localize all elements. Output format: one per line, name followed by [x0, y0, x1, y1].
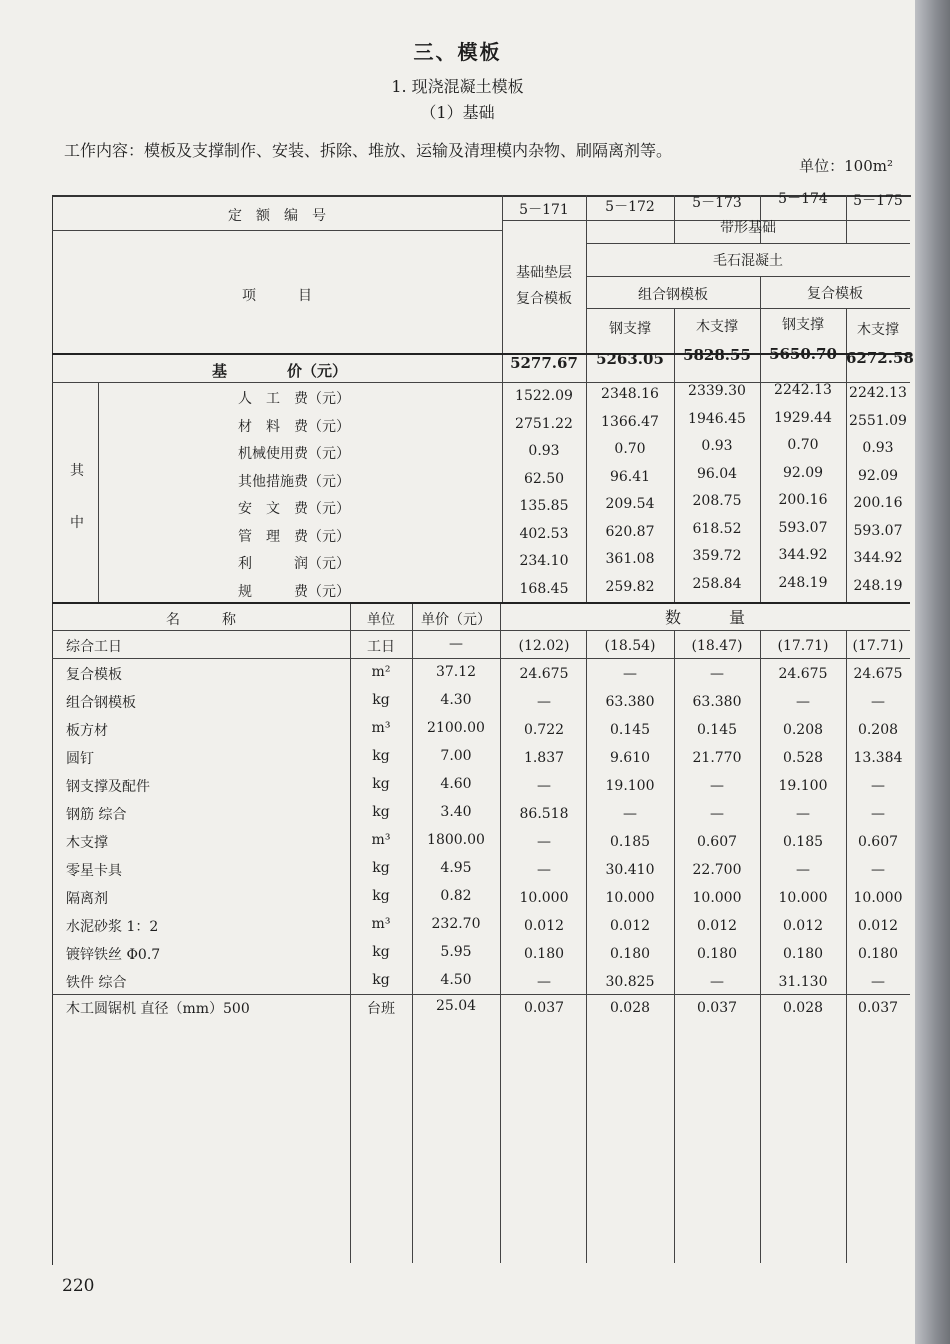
grid-line	[586, 243, 910, 244]
breakdown-value: 620.87	[605, 523, 655, 540]
resource-unit: kg	[372, 748, 390, 764]
resource-quantity: 63.380	[605, 694, 655, 710]
breakdown-value: 200.16	[778, 492, 828, 508]
breakdown-row-label: 材 料 费（元）	[238, 418, 350, 435]
breakdown-value: 168.45	[519, 580, 569, 597]
resource-quantity: 86.518	[519, 806, 569, 822]
breakdown-value: 248.19	[853, 577, 903, 594]
resource-quantity: —	[710, 974, 724, 990]
resource-name: 综合工日	[66, 639, 122, 655]
breakdown-row-label: 人 工 费（元）	[238, 391, 350, 407]
resource-quantity: —	[623, 666, 637, 682]
breakdown-value: 209.54	[605, 496, 655, 512]
breakdown-value: 2348.16	[601, 386, 659, 402]
breakdown-value: 135.85	[519, 498, 569, 514]
resource-quantity: —	[871, 974, 885, 990]
breakdown-value: 359.72	[692, 548, 742, 564]
col-name-header: 名 称	[166, 612, 236, 628]
sub-col-steel-support: 钢支撑	[609, 321, 651, 337]
resource-unit: kg	[372, 692, 390, 708]
group-rubble-concrete: 毛石混凝土	[713, 253, 783, 269]
resource-name: 木工圆锯机 直径（mm）500	[66, 1001, 250, 1017]
resource-quantity: (17.71)	[852, 638, 904, 654]
resource-name: 水泥砂浆 1：2	[66, 919, 159, 935]
resource-quantity: 0.722	[523, 722, 565, 738]
resource-quantity: 0.012	[523, 918, 565, 934]
breakdown-label-1: 其	[70, 463, 84, 479]
resource-quantity: 0.180	[523, 946, 565, 962]
resource-quantity: —	[537, 862, 551, 878]
grid-line	[52, 658, 910, 659]
resource-price: 37.12	[435, 664, 477, 680]
resource-unit: 台班	[367, 1001, 395, 1017]
resource-quantity: 0.012	[857, 918, 899, 934]
resource-price: 4.60	[440, 776, 472, 792]
resource-quantity: 0.208	[782, 722, 824, 738]
resource-unit: m²	[371, 664, 391, 680]
resource-price: 4.30	[440, 692, 472, 708]
resource-quantity: 0.208	[857, 722, 899, 738]
resource-quantity: 0.180	[609, 946, 651, 962]
breakdown-value: 248.19	[778, 574, 828, 591]
breakdown-value: 1522.09	[515, 388, 573, 404]
resource-quantity: 0.185	[782, 834, 824, 850]
col1-title-line1: 基础垫层	[516, 265, 572, 281]
resource-quantity: 22.700	[692, 862, 742, 878]
resource-price: 3.40	[440, 804, 472, 820]
grid-line	[52, 602, 910, 604]
sub-col-steel-support: 钢支撑	[782, 317, 824, 333]
code-cell: 5－173	[692, 195, 742, 211]
resource-quantity: 0.607	[857, 834, 899, 850]
resource-unit: kg	[372, 776, 390, 792]
resource-name: 圆钉	[66, 751, 94, 767]
resource-price: 2100.00	[427, 720, 485, 736]
code-cell: 5－174	[778, 191, 828, 207]
breakdown-value: 0.70	[614, 441, 646, 457]
resource-price: —	[449, 636, 463, 652]
resource-quantity: (12.02)	[518, 638, 570, 654]
resource-quantity: (17.71)	[777, 638, 829, 654]
resource-name: 钢筋 综合	[66, 807, 127, 823]
group-strip-foundation: 带形基础	[720, 220, 776, 236]
work-content: 工作内容：模板及支撑制作、安装、拆除、堆放、运输及清理模内杂物、刷隔离剂等。	[64, 141, 673, 160]
breakdown-value: 402.53	[519, 525, 569, 542]
sub-col-wood-support: 木支撑	[857, 322, 899, 338]
code-cell: 5－171	[519, 202, 569, 218]
breakdown-value: 0.93	[701, 438, 733, 454]
resource-quantity: (18.47)	[691, 638, 743, 654]
breakdown-value: 0.93	[528, 443, 560, 459]
code-cell: 5－172	[605, 199, 655, 215]
grid-line	[52, 230, 502, 231]
col-price-header: 单价（元）	[421, 612, 491, 628]
resource-quantity: 0.028	[782, 1000, 824, 1016]
breakdown-value: 344.92	[778, 547, 828, 563]
resource-quantity: 31.130	[778, 974, 828, 990]
breakdown-value: 259.82	[605, 578, 655, 595]
resource-quantity: 13.384	[853, 750, 903, 766]
resource-quantity: —	[796, 862, 810, 878]
resource-unit: m³	[371, 720, 391, 736]
breakdown-value: 593.07	[778, 519, 828, 536]
resource-quantity: 0.012	[696, 918, 738, 934]
breakdown-label-2: 中	[70, 515, 84, 531]
resource-price: 4.50	[440, 972, 472, 988]
resource-quantity: —	[871, 694, 885, 710]
resource-name: 隔离剂	[66, 891, 108, 907]
breakdown-row-label: 机械使用费（元）	[238, 446, 350, 462]
grid-line	[52, 994, 910, 995]
resource-quantity: 0.180	[782, 946, 824, 962]
breakdown-value: 96.04	[696, 465, 738, 482]
resource-quantity: 19.100	[778, 778, 828, 794]
resource-unit: m³	[371, 916, 391, 932]
base-price-label: 基 价（元）	[212, 362, 348, 380]
resource-quantity: 0.180	[857, 946, 899, 962]
breakdown-value: 344.92	[853, 550, 903, 566]
resource-unit: kg	[372, 888, 390, 904]
breakdown-value: 96.41	[609, 468, 651, 485]
resource-quantity: 24.675	[778, 666, 828, 682]
breakdown-value: 1366.47	[601, 413, 659, 430]
grid-line	[98, 382, 99, 602]
breakdown-value: 208.75	[692, 493, 742, 509]
breakdown-value: 234.10	[519, 553, 569, 569]
group-composite-formwork: 复合模板	[807, 286, 863, 302]
breakdown-value: 92.09	[857, 467, 899, 484]
resource-name: 铁件 综合	[66, 975, 127, 991]
resource-unit: kg	[372, 972, 390, 988]
resource-price: 5.95	[440, 944, 472, 960]
breakdown-value: 1946.45	[688, 410, 746, 427]
resource-quantity: 0.607	[696, 834, 738, 850]
base-price-value: 5277.67	[510, 354, 578, 372]
resource-name: 钢支撑及配件	[66, 779, 150, 795]
resource-quantity: 0.180	[696, 946, 738, 962]
resource-price: 1800.00	[427, 832, 485, 848]
resource-name: 复合模板	[66, 667, 122, 683]
resource-quantity: 0.037	[857, 1000, 899, 1016]
resource-quantity: —	[796, 806, 810, 822]
resource-quantity: 24.675	[519, 666, 569, 682]
resource-quantity: 0.185	[609, 834, 651, 850]
item-label: 项 目	[242, 288, 312, 304]
breakdown-value: 1929.44	[774, 409, 832, 426]
section-heading: （1）基础	[420, 103, 495, 122]
breakdown-value: 2339.30	[688, 383, 746, 399]
breakdown-value: 200.16	[853, 495, 903, 511]
resource-quantity: 10.000	[605, 890, 655, 906]
breakdown-row-label: 其他措施费（元）	[238, 473, 350, 490]
resource-quantity: —	[796, 694, 810, 710]
resource-quantity: 63.380	[692, 694, 742, 710]
page-number: 220	[62, 1276, 95, 1296]
sub-col-wood-support: 木支撑	[696, 319, 738, 335]
resource-quantity: —	[710, 778, 724, 794]
resource-name: 板方材	[66, 723, 108, 739]
resource-quantity: 10.000	[853, 890, 903, 906]
breakdown-value: 258.84	[692, 575, 742, 592]
code-label: 定 额 编 号	[228, 208, 326, 224]
resource-quantity: 0.037	[696, 1000, 738, 1016]
col-qty-header: 数 量	[664, 608, 745, 627]
resource-price: 0.82	[440, 888, 472, 904]
resource-quantity: —	[871, 778, 885, 794]
breakdown-value: 0.93	[862, 440, 894, 456]
resource-quantity: 9.610	[609, 750, 651, 766]
page-edge	[915, 0, 950, 1344]
resource-quantity: —	[537, 694, 551, 710]
resource-name: 组合钢模板	[66, 695, 136, 711]
resource-unit: kg	[372, 860, 390, 876]
sub-heading: 1. 现浇混凝土模板	[391, 77, 524, 96]
grid-line	[500, 602, 501, 1263]
chapter-heading: 三、模板	[413, 40, 502, 64]
group-steel-formwork: 组合钢模板	[638, 287, 708, 303]
resource-quantity: 0.145	[696, 722, 738, 738]
resource-quantity: 0.145	[609, 722, 651, 738]
resource-quantity: 24.675	[853, 666, 903, 682]
breakdown-row-label: 安 文 费（元）	[238, 501, 350, 517]
breakdown-row-label: 管 理 费（元）	[238, 528, 350, 545]
base-price-value: 6272.58	[846, 349, 914, 367]
resource-quantity: 1.837	[523, 750, 565, 766]
resource-price: 25.04	[435, 998, 477, 1014]
breakdown-value: 2751.22	[515, 415, 573, 432]
breakdown-value: 62.50	[523, 470, 565, 487]
base-price-value: 5828.55	[683, 346, 751, 364]
resource-unit: 工日	[367, 639, 395, 655]
resource-name: 镀锌铁丝 Φ0.7	[66, 947, 161, 963]
col1-title-line2: 复合模板	[516, 291, 572, 307]
code-cell: 5－175	[853, 193, 903, 209]
resource-quantity: 0.037	[523, 1000, 565, 1016]
resource-unit: m³	[371, 832, 391, 848]
resource-price: 7.00	[440, 748, 472, 764]
resource-quantity: —	[871, 806, 885, 822]
resource-quantity: 0.012	[782, 918, 824, 934]
resource-name: 零星卡具	[66, 863, 122, 879]
breakdown-value: 593.07	[853, 522, 903, 539]
breakdown-value: 361.08	[605, 551, 655, 567]
resource-quantity: 30.410	[605, 862, 655, 878]
breakdown-row-label: 规 费（元）	[238, 583, 350, 600]
resource-quantity: 10.000	[778, 890, 828, 906]
breakdown-value: 2551.09	[849, 412, 907, 429]
unit-label: 单位：100m²	[799, 157, 893, 175]
base-price-value: 5650.70	[769, 345, 837, 363]
grid-line	[586, 276, 910, 277]
resource-quantity: 21.770	[692, 750, 742, 766]
resource-unit: kg	[372, 804, 390, 820]
resource-quantity: —	[537, 778, 551, 794]
breakdown-value: 618.52	[692, 520, 742, 537]
grid-line	[52, 630, 910, 631]
resource-quantity: —	[710, 806, 724, 822]
resource-quantity: —	[537, 834, 551, 850]
resource-name: 木支撑	[66, 835, 108, 851]
breakdown-value: 2242.13	[849, 385, 907, 401]
resource-price: 232.70	[431, 916, 481, 932]
breakdown-value: 92.09	[782, 464, 824, 481]
resource-quantity: (18.54)	[604, 638, 656, 654]
resource-price: 4.95	[440, 860, 472, 876]
breakdown-value: 0.70	[787, 437, 819, 453]
grid-line	[586, 308, 910, 309]
resource-quantity: 0.012	[609, 918, 651, 934]
breakdown-row-label: 利 润（元）	[238, 556, 350, 572]
resource-quantity: 10.000	[519, 890, 569, 906]
breakdown-value: 2242.13	[774, 382, 832, 398]
resource-quantity: —	[623, 806, 637, 822]
resource-quantity: 10.000	[692, 890, 742, 906]
resource-quantity: 19.100	[605, 778, 655, 794]
resource-quantity: —	[537, 974, 551, 990]
resource-quantity: 0.528	[782, 750, 824, 766]
resource-quantity: 0.028	[609, 1000, 651, 1016]
resource-quantity: —	[871, 862, 885, 878]
col-unit-header: 单位	[367, 612, 395, 628]
resource-quantity: —	[710, 666, 724, 682]
base-price-value: 5263.05	[596, 350, 664, 368]
resource-unit: kg	[372, 944, 390, 960]
resource-quantity: 30.825	[605, 974, 655, 990]
